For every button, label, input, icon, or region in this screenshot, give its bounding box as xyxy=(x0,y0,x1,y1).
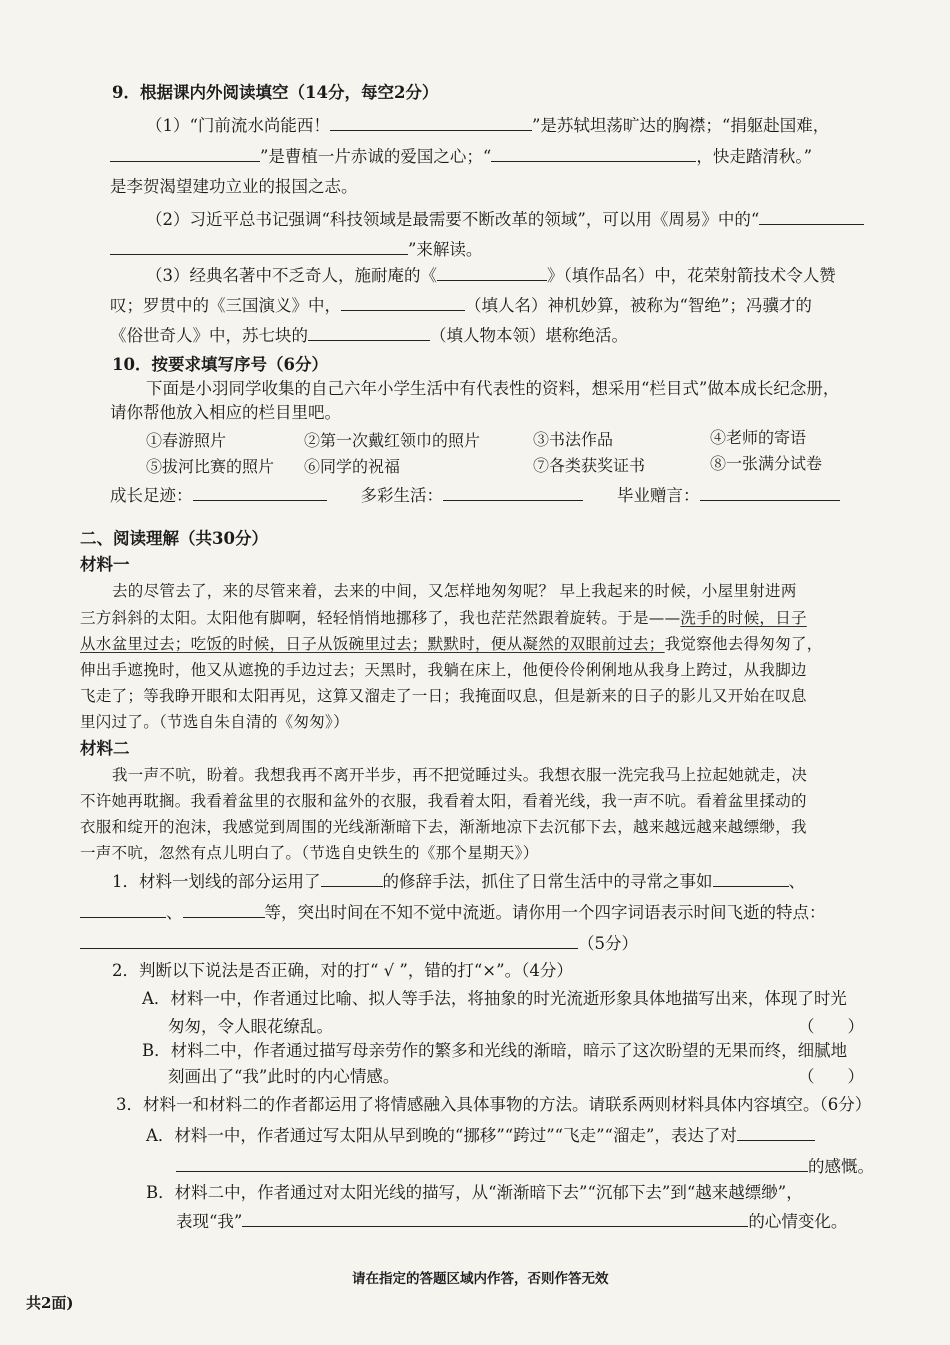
material1-line: 伸出手遮挽时，他又从遮挽的手边过去；天黑时，我躺在床上，他便伶伶俐俐地从我身上跨过，从我脚边 xyxy=(80,661,807,679)
q9-text: （1）“门前流水尚能西！ xyxy=(146,116,330,135)
answer-blank[interactable] xyxy=(341,294,465,311)
material1-line xyxy=(80,607,807,629)
s3-title: 3．材料一和材料二的作者都运用了将情感融入具体事物的方法。请联系两则材料具体内容填空。（6分） xyxy=(116,1095,872,1114)
answer-blank[interactable] xyxy=(759,208,864,225)
s3-text: A．材料一中，作者通过写太阳从早到晚的“挪移”“跨过”“飞走”“溜走”，表达了对 xyxy=(146,1126,737,1145)
answer-blank[interactable] xyxy=(193,484,327,501)
answer-blank[interactable] xyxy=(183,901,265,918)
answer-paren[interactable]: （ ） xyxy=(798,1067,864,1086)
s1-text: 、 xyxy=(166,903,183,922)
q9-text: （2）习近平总书记强调“科技领域是最需要不断改革的领域”，可以用《周易》中的“ xyxy=(146,210,760,229)
material1-line: 飞走了；等我睁开眼和太阳再见，这算又溜走了一日；我掩面叹息，但是新来的日子的影儿又开始在叹息 xyxy=(80,687,807,705)
answer-blank[interactable] xyxy=(437,264,547,281)
q9-line4 xyxy=(146,208,864,231)
category-label: 多彩生活： xyxy=(360,486,443,505)
q10-title: 10．按要求填写序号（6分） xyxy=(112,355,328,374)
q9-line2 xyxy=(110,145,812,168)
footer-notice: 请在指定的答题区域内作答，否则作答无效 xyxy=(352,1271,609,1287)
answer-blank[interactable] xyxy=(242,1210,748,1227)
s2-B-line2 xyxy=(168,1066,868,1088)
m1-underlined: 从水盆里过去；吃饭的时候，日子从饭碗里过去；默默时，便从凝然的双眼前过去； xyxy=(80,635,665,653)
category-label: 毕业赠言： xyxy=(617,486,700,505)
q10-item: ⑦各类获奖证书 xyxy=(533,456,646,475)
answer-blank[interactable] xyxy=(80,932,578,949)
s1-text: 等，突出时间在不知不觉中流逝。请你用一个四字词语表示时间飞逝的特点： xyxy=(264,903,826,922)
s2-A-line2 xyxy=(168,1016,868,1038)
material1-line: 去的尽管去了，来的尽管来着，去来的中间，又怎样地匆匆呢？ 早上我起来的时候，小屋里射进两 xyxy=(112,582,797,600)
material2-line: 我一声不吭，盼着。我想我再不离开半步，再不把觉睡过头。我想衣服一洗完我马上拉起她就走，决 xyxy=(112,766,808,784)
s3-A-line2 xyxy=(176,1155,874,1178)
s1-line1 xyxy=(112,870,805,893)
q10-item: ②第一次戴红领巾的照片 xyxy=(304,431,481,450)
q10-item: ⑥同学的祝福 xyxy=(304,457,401,476)
q9-text: ，快走踏清秋。” xyxy=(696,147,813,166)
q9-text: 》（填作品名）中，花荣射箭技术令人赞 xyxy=(547,266,836,285)
m1-text: 我觉察他去得匆匆了， xyxy=(664,635,823,653)
q9-text: （填人物本领）堪称绝活。 xyxy=(430,326,628,345)
answer-blank[interactable] xyxy=(321,870,383,887)
material-label: 材料一 xyxy=(80,555,130,574)
s1-text: （5分） xyxy=(578,934,638,953)
answer-paren[interactable]: （ ） xyxy=(798,1017,864,1036)
answer-blank[interactable] xyxy=(308,324,430,341)
q9-text: （填人名）神机妙算，被称为“智绝”；冯骥才的 xyxy=(465,296,812,315)
answer-blank[interactable] xyxy=(80,901,166,918)
q9-text: （3）经典名著中不乏奇人，施耐庵的《 xyxy=(146,266,437,285)
q10-intro: 下面是小羽同学收集的自己六年小学生活中有代表性的资料，想采用“栏目式”做本成长纪念册， xyxy=(146,379,840,398)
q9-title: 9．根据课内外阅读填空（14分，每空2分） xyxy=(112,83,439,102)
q10-item: ④老师的寄语 xyxy=(710,428,807,447)
s2-title: 2．判断以下说法是否正确，对的打“ √ ”，错的打“×”。（4分） xyxy=(112,961,573,980)
q9-text: ”是苏轼坦荡旷达的胸襟；“捐躯赴国难， xyxy=(531,116,830,135)
q9-line5 xyxy=(110,238,482,261)
q9-text: 叹；罗贯中的《三国演义》中， xyxy=(110,296,341,315)
s3-text: 表现“我” xyxy=(176,1212,243,1231)
s3-A-line1 xyxy=(146,1124,815,1147)
q10-item: ①春游照片 xyxy=(146,431,227,450)
q10-item: ③书法作品 xyxy=(533,430,614,449)
answer-blank[interactable] xyxy=(491,145,696,162)
s3-text: 的感慨。 xyxy=(808,1157,874,1176)
s1-line2 xyxy=(80,901,826,924)
s2-B-line1: B．材料二中，作者通过描写母亲劳作的繁多和光线的渐暗，暗示了这次盼望的无果而终，细腻地 xyxy=(142,1041,848,1060)
q9-text: ”是曹植一片赤诚的爱国之心；“ xyxy=(260,147,492,166)
q9-text: 《俗世奇人》中，苏七块的 xyxy=(110,326,308,345)
s3-B-line2 xyxy=(176,1210,847,1233)
answer-blank[interactable] xyxy=(443,484,583,501)
material-label: 材料二 xyxy=(80,739,130,758)
material1-line: 里闪过了。（节选自朱自清的《匆匆》） xyxy=(80,713,349,731)
q10-item: ⑤拔河比赛的照片 xyxy=(146,457,275,476)
s1-line3 xyxy=(80,932,638,955)
category-label: 成长足迹： xyxy=(110,486,193,505)
q10-intro: 请你帮他放入相应的栏目里吧。 xyxy=(110,403,341,422)
m1-text: 三方斜斜的太阳。太阳他有脚啊，轻轻悄悄地挪移了，我也茫茫然跟着旋转。于是—— xyxy=(80,609,681,627)
section-title: 二、阅读理解（共30分） xyxy=(80,529,268,548)
m1-underlined: 洗手的时候，日子 xyxy=(680,609,807,627)
s2-text: 匆匆，令人眼花缭乱。 xyxy=(168,1017,333,1036)
material2-line: 不许她再耽搁。我看着盆里的衣服和盆外的衣服，我看着太阳，看着光线，我一声不吭。看着盆里揉动的 xyxy=(80,792,807,810)
page-count: 共2面) xyxy=(26,1294,74,1312)
q9-text: ”来解读。 xyxy=(408,240,483,259)
q10-categories xyxy=(110,484,840,507)
answer-blank[interactable] xyxy=(176,1155,808,1172)
s3-B-line1: B．材料二中，作者通过对太阳光线的描写，从“渐渐暗下去”“沉郁下去”到“越来越缥缈”， xyxy=(146,1183,803,1202)
answer-blank[interactable] xyxy=(110,238,408,255)
answer-blank[interactable] xyxy=(110,145,260,162)
s2-text: 刻画出了“我”此时的内心情感。 xyxy=(168,1067,400,1086)
q9-line1 xyxy=(146,114,829,137)
q10-item: ⑧一张满分试卷 xyxy=(710,454,823,473)
s1-text: 、 xyxy=(788,872,805,891)
answer-blank[interactable] xyxy=(713,870,789,887)
s2-A-line1: A．材料一中，作者通过比喻、拟人等手法，将抽象的时光流逝形象具体地描写出来，体现了时光 xyxy=(142,989,847,1008)
s1-text: 的修辞手法，抓住了日常生活中的寻常之事如 xyxy=(382,872,713,891)
s1-text: 1．材料一划线的部分运用了 xyxy=(112,872,321,891)
material1-line xyxy=(80,633,823,655)
material2-line: 衣服和绽开的泡沫，我感觉到周围的光线渐渐暗下去，渐渐地凉下去沉郁下去，越来越远越来越缥缈，我 xyxy=(80,818,807,836)
q9-line6 xyxy=(146,264,836,287)
q9-line8 xyxy=(110,324,628,347)
answer-blank[interactable] xyxy=(700,484,840,501)
q9-text: 是李贺渴望建功立业的报国之志。 xyxy=(110,177,358,196)
answer-blank[interactable] xyxy=(330,114,532,131)
q9-line7 xyxy=(110,294,812,317)
s3-text: 的心情变化。 xyxy=(748,1212,848,1231)
answer-blank[interactable] xyxy=(737,1124,815,1141)
material2-line: 一声不吭，忽然有点儿明白了。（节选自史铁生的《那个星期天》） xyxy=(80,844,539,862)
